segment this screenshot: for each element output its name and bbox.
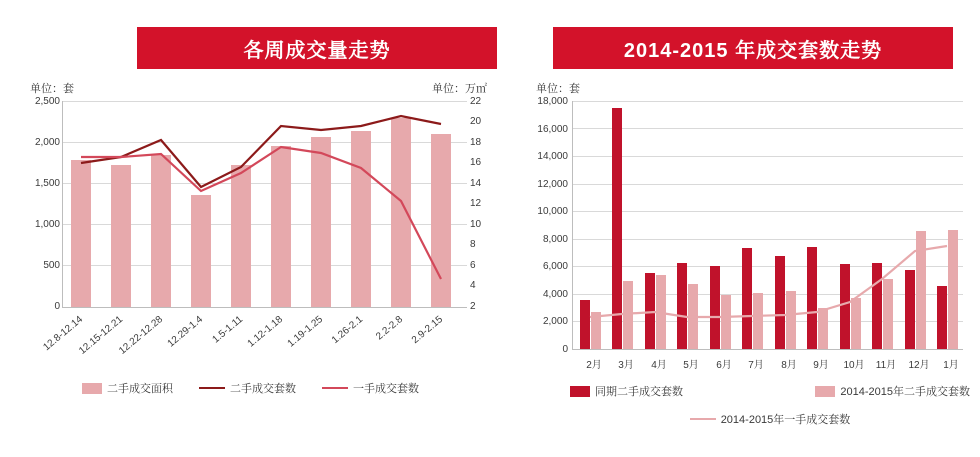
legend-label-secondhand: 二手成交套数 [230, 383, 296, 395]
left-legend [82, 380, 419, 396]
left-xlab-9: 2.9-2.15 [409, 314, 446, 347]
right-ytick-6000: 6,000 [542, 261, 568, 272]
right-ytick-2000: 2,000 [542, 316, 568, 327]
left-xlab-3: 12.29-1.4 [165, 314, 206, 350]
left-ytick-right-3: 8 [470, 239, 476, 250]
right-xlab-11: 1月 [943, 360, 959, 371]
left-xlab-4: 1.5-1.11 [210, 314, 246, 346]
right-xlab-6: 8月 [781, 360, 797, 371]
right-xlab-0: 2月 [586, 360, 602, 371]
left-ytick-3: 1,000 [34, 219, 60, 230]
right-xlab-8: 10月 [843, 360, 865, 371]
right-xlab-3: 5月 [683, 360, 699, 371]
legend-item-newhouse[interactable] [322, 380, 419, 396]
left-unit-left: 单位：套 [30, 83, 74, 95]
left-ytick-right-8: 18 [470, 137, 482, 148]
left-plot-area [62, 101, 467, 308]
legend-item-current-newhouse[interactable] [690, 411, 851, 427]
legend-item-same-period[interactable] [570, 383, 683, 399]
right-xlab-10: 12月 [908, 360, 930, 371]
right-ytick-4000: 4,000 [542, 289, 568, 300]
right-xlab-5: 7月 [748, 360, 764, 371]
left-ytick-2: 1,500 [34, 178, 60, 189]
left-ytick-right-6: 14 [470, 178, 482, 189]
legend-swatch-newhouse-icon [322, 387, 348, 389]
left-xlab-2: 12.22-12.28 [117, 314, 166, 357]
left-xlab-8: 2.2-2.8 [374, 314, 406, 343]
right-xlab-2: 4月 [651, 360, 667, 371]
legend-item-secondhand[interactable] [199, 380, 296, 396]
left-ytick-1: 2,000 [34, 137, 60, 148]
left-ytick-right-4: 10 [470, 219, 482, 230]
right-ytick-10000: 10,000 [537, 206, 568, 217]
left-chart-title: 各周成交量走势 [137, 27, 497, 69]
legend-label-current-newhouse: 2014-2015年一手成交套数 [720, 414, 851, 426]
legend-swatch-current-secondhand-icon [815, 386, 835, 397]
right-xlab-9: 11月 [875, 360, 897, 371]
left-line-overlay [63, 101, 467, 307]
left-xlab-0: 12.8-12.14 [41, 314, 86, 354]
legend-item-current-secondhand[interactable] [815, 383, 970, 399]
left-ytick-right-0: 2 [470, 301, 476, 312]
line-newhouse-deals [81, 147, 441, 279]
right-ytick-18000: 18,000 [537, 96, 568, 107]
legend-label-newhouse: 一手成交套数 [353, 383, 419, 395]
right-xlab-1: 3月 [618, 360, 634, 371]
legend-label-same-period: 同期二手成交套数 [595, 386, 683, 398]
legend-label-current-secondhand: 2014-2015年二手成交套数 [840, 386, 970, 398]
left-ytick-right-5: 12 [470, 198, 482, 209]
right-plot-area [572, 101, 963, 350]
legend-label-area: 二手成交面积 [107, 383, 173, 395]
line-newhouse-deals-2014-2015 [590, 246, 947, 317]
left-xlab-5: 1.12-1.18 [245, 314, 286, 350]
right-chart-panel [510, 0, 980, 457]
legend-swatch-current-newhouse-icon [690, 418, 716, 420]
right-ytick-0: 0 [562, 344, 568, 355]
left-xlab-1: 12.15-12.21 [77, 314, 126, 357]
right-xlab-4: 6月 [716, 360, 732, 371]
left-unit-right: 单位：万㎡ [432, 83, 487, 95]
right-unit-left: 单位：套 [536, 83, 580, 95]
right-line-overlay [573, 101, 963, 349]
left-xlab-7: 1.26-2.1 [329, 314, 366, 347]
right-ytick-14000: 14,000 [537, 151, 568, 162]
right-ytick-8000: 8,000 [542, 234, 568, 245]
right-legend [570, 383, 970, 427]
left-ytick-0: 2,500 [34, 96, 60, 107]
right-ytick-16000: 16,000 [537, 124, 568, 135]
left-ytick-right-1: 4 [470, 280, 476, 291]
legend-swatch-area-icon [82, 383, 102, 394]
right-xlab-7: 9月 [813, 360, 829, 371]
left-ytick-right-7: 16 [470, 157, 482, 168]
left-xlab-6: 1.19-1.25 [285, 314, 326, 350]
right-chart-title: 2014-2015 年成交套数走势 [553, 27, 953, 69]
line-secondhand-deals [81, 116, 441, 187]
left-ytick-4: 500 [43, 260, 60, 271]
legend-item-area[interactable] [82, 380, 173, 396]
left-ytick-right-9: 20 [470, 116, 482, 127]
legend-swatch-same-period-icon [570, 386, 590, 397]
left-ytick-5: 0 [54, 301, 60, 312]
left-ytick-right-10: 22 [470, 96, 482, 107]
legend-swatch-secondhand-icon [199, 387, 225, 389]
left-ytick-right-2: 6 [470, 260, 476, 271]
right-ytick-12000: 12,000 [537, 179, 568, 190]
